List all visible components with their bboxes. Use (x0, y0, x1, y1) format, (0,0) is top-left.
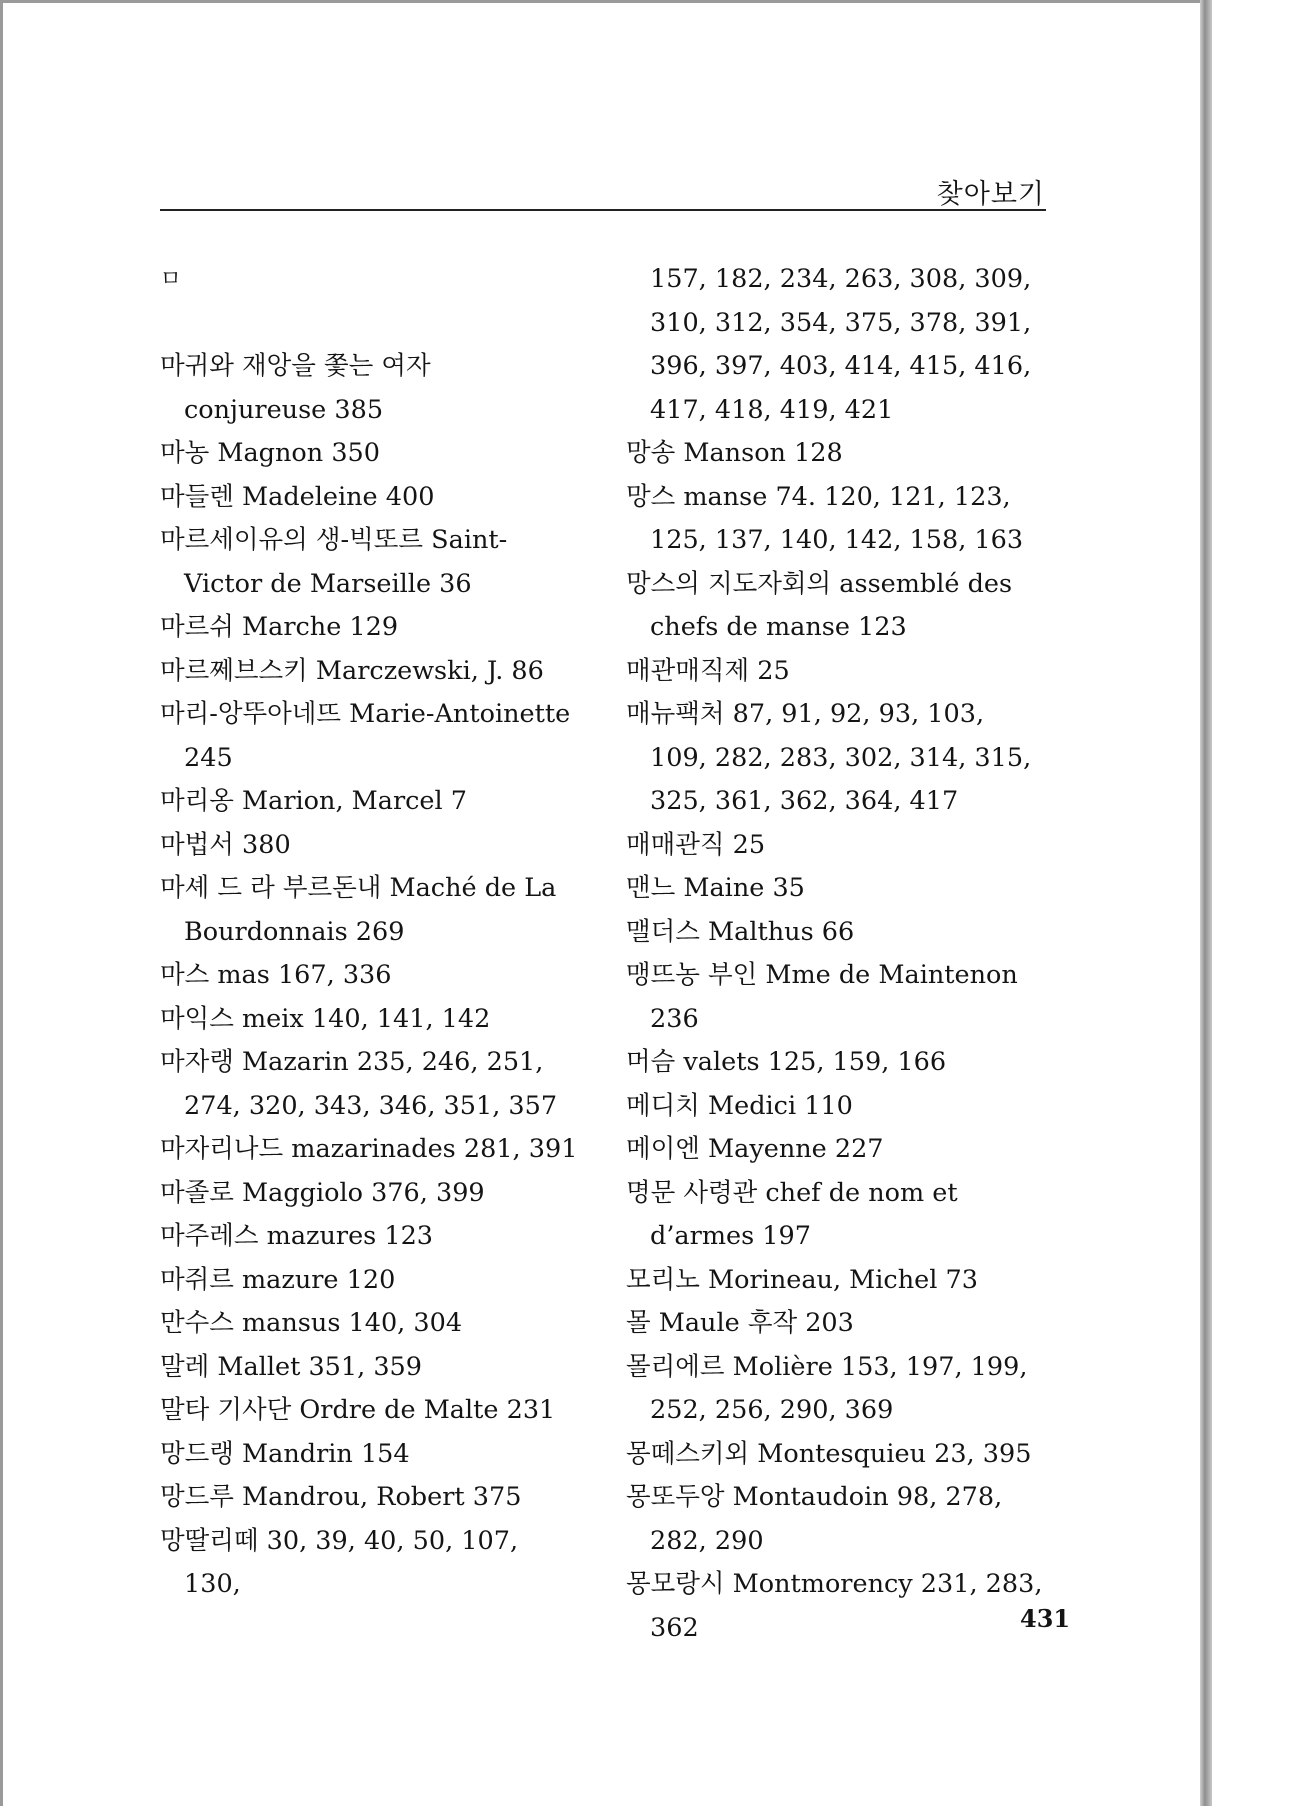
index-column-right (626, 258, 1046, 1650)
index-entry: 매관매직제 25 (626, 655, 790, 686)
index-entry: 마르세이유의 생-빅또르 Saint-Victor de Marseille 36 (160, 525, 508, 599)
index-entry: 명문 사령관 chef de nom et d’armes 197 (626, 1177, 958, 1251)
index-entry: 망스 manse 74. 120, 121, 123, 125, 137, 140, 142, 158, 163 (626, 481, 1024, 555)
index-entry: 마자랭 Mazarin 235, 246, 251, 274, 320, 343, 346, 351, 357 (160, 1047, 558, 1121)
page-edge (1200, 0, 1212, 1806)
index-entry: 매뉴팩처 87, 91, 92, 93, 103, 109, 282, 283, 302, 314, 315, 325, 361, 362, 364, 417 (626, 699, 1032, 816)
index-entry: 몰리에르 Molière 153, 197, 199, 252, 256, 290, 369 (626, 1351, 1028, 1425)
index-entry: 맬더스 Malthus 66 (626, 916, 855, 947)
index-entry: 몽또두앙 Montaudoin 98, 278, 282, 290 (626, 1482, 1003, 1556)
index-entry-continued: 157, 182, 234, 263, 308, 309, 310, 312, 354, 375, 378, 391, 396, 397, 403, 414, 415, 416, 417, 418, 419, 421 (650, 264, 1032, 425)
index-entry: 모리노 Morineau, Michel 73 (626, 1264, 978, 1295)
index-entry: 마주레스 mazures 123 (160, 1221, 434, 1251)
index-entry: 맹뜨농 부인 Mme de Maintenon 236 (626, 960, 1018, 1034)
index-entry: 망딸리떼 30, 39, 40, 50, 107, 130, (160, 1525, 519, 1599)
index-entry: 메이엔 Mayenne 227 (626, 1134, 884, 1164)
index-entry: 매매관직 25 (626, 829, 766, 860)
index-entry: 몽떼스키외 Montesquieu 23, 395 (626, 1438, 1032, 1469)
index-entry: 마들렌 Madeleine 400 (160, 481, 435, 512)
index-entry: 몰 Maule 후작 203 (626, 1308, 854, 1338)
index-entry: 마귀와 재앙을 쫓는 여자 conjureuse 385 (160, 351, 431, 425)
header-rule (160, 209, 1046, 211)
index-entry: 말레 Mallet 351, 359 (160, 1351, 422, 1382)
index-entry: 마농 Magnon 350 (160, 438, 380, 468)
index-entry: 말타 기사단 Ordre de Malte 231 (160, 1395, 556, 1425)
index-entry: 만수스 mansus 140, 304 (160, 1308, 463, 1338)
index-entry: 마법서 380 (160, 829, 291, 860)
index-entry: 마스 mas 167, 336 (160, 960, 392, 990)
index-entry: 메디치 Medici 110 (626, 1090, 853, 1121)
index-entry: 머슴 valets 125, 159, 166 (626, 1047, 947, 1077)
index-entry: 망송 Manson 128 (626, 438, 843, 468)
page-number: 431 (1020, 1604, 1071, 1633)
index-entry: 망드루 Mandrou, Robert 375 (160, 1482, 522, 1512)
index-entry: 맨느 Maine 35 (626, 873, 805, 903)
index-entry: 망드랭 Mandrin 154 (160, 1438, 410, 1469)
index-column-left (160, 258, 580, 1607)
index-entry: 마리옹 Marion, Marcel 7 (160, 786, 468, 816)
index-entry: 마르쩨브스키 Marczewski, J. 86 (160, 655, 544, 686)
index-entry: 마르쉬 Marche 129 (160, 612, 399, 642)
index-entry: 마졸로 Maggiolo 376, 399 (160, 1177, 485, 1208)
running-header: 찾아보기 (936, 179, 1045, 210)
index-entry: 마쥐르 mazure 120 (160, 1264, 396, 1295)
index-entry: 마자리나드 mazarinades 281, 391 (160, 1134, 578, 1164)
index-entry: 마셰 드 라 부르돈내 Maché de La Bourdonnais 269 (160, 873, 557, 947)
index-entry: 망스의 지도자회의 assemblé des chefs de manse 123 (626, 568, 1013, 642)
index-entry: 몽모랑시 Montmorency 231, 283, 362 (626, 1569, 1043, 1643)
index-entry: 마리-앙뚜아네뜨 Marie-Antoinette 245 (160, 699, 571, 773)
index-entry: 마익스 meix 140, 141, 142 (160, 1003, 491, 1034)
section-letter: ㅁ (160, 267, 182, 292)
